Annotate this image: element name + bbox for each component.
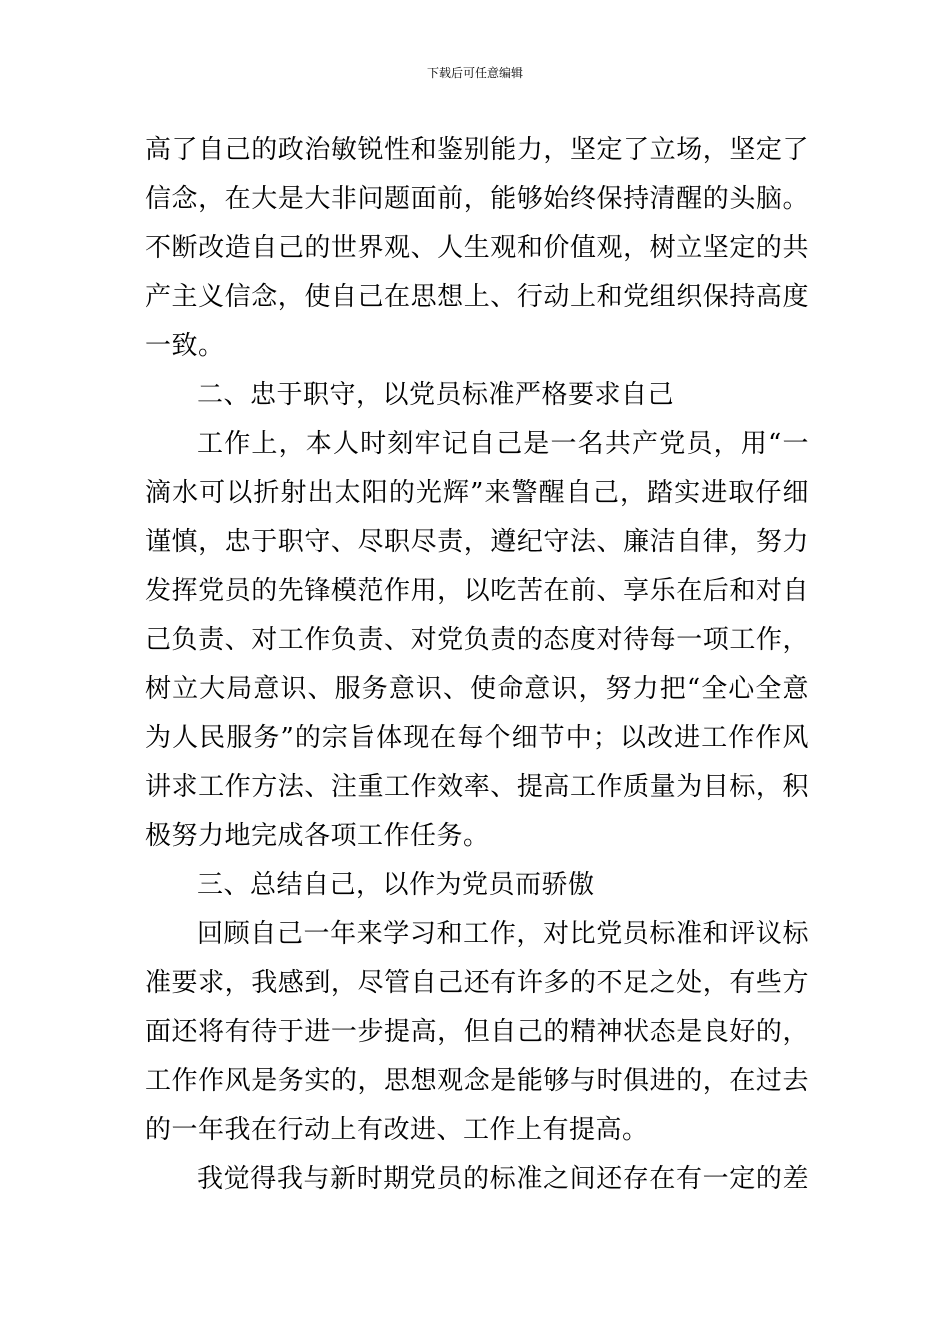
body-line: 信念，在大是大非问题面前，能够始终保持清醒的头脑。: [145, 184, 809, 214]
body-line: 极努力地完成各项工作任务。: [145, 821, 490, 851]
document-body: [145, 126, 809, 1204]
body-line: 工作作风是务实的，思想观念是能够与时俱进的，在过去: [145, 1066, 809, 1096]
body-line: 为人民服务”的宗旨体现在每个细节中；以改进工作作风: [145, 723, 809, 753]
body-line: 谨慎，忠于职守、尽职尽责，遵纪守法、廉洁自律，努力: [145, 527, 809, 557]
body-line: 不断改造自己的世界观、人生观和价值观，树立坚定的共: [145, 233, 809, 263]
body-line: 回顾自己一年来学习和工作，对比党员标准和评议标: [197, 919, 809, 949]
section-heading: 二、忠于职守，以党员标准严格要求自己: [197, 380, 675, 410]
body-line: 树立大局意识、服务意识、使命意识，努力把“全心全意: [145, 674, 809, 704]
body-line: 发挥党员的先锋模范作用，以吃苦在前、享乐在后和对自: [145, 576, 809, 606]
body-line: 准要求，我感到，尽管自己还有许多的不足之处，有些方: [145, 968, 809, 998]
body-line: 产主义信念，使自己在思想上、行动上和党组织保持高度: [145, 282, 809, 312]
body-line: 面还将有待于进一步提高，但自己的精神状态是良好的，: [145, 1017, 809, 1047]
body-line: 讲求工作方法、注重工作效率、提高工作质量为目标，积: [145, 772, 809, 802]
body-line: 我觉得我与新时期党员的标准之间还存在有一定的差: [197, 1164, 809, 1194]
body-line: 滴水可以折射出太阳的光辉”来警醒自己，踏实进取仔细: [145, 478, 809, 508]
header-note: 下载后可任意编辑: [426, 66, 523, 80]
body-line: 高了自己的政治敏锐性和鉴别能力，坚定了立场，坚定了: [145, 135, 809, 165]
section-heading: 三、总结自己，以作为党员而骄傲: [197, 870, 595, 900]
body-line: 己负责、对工作负责、对党负责的态度对待每一项工作，: [145, 625, 809, 655]
body-line: 工作上，本人时刻牢记自己是一名共产党员，用“一: [197, 429, 809, 459]
body-line: 一致。: [145, 331, 225, 361]
body-line: 的一年我在行动上有改进、工作上有提高。: [145, 1115, 649, 1145]
